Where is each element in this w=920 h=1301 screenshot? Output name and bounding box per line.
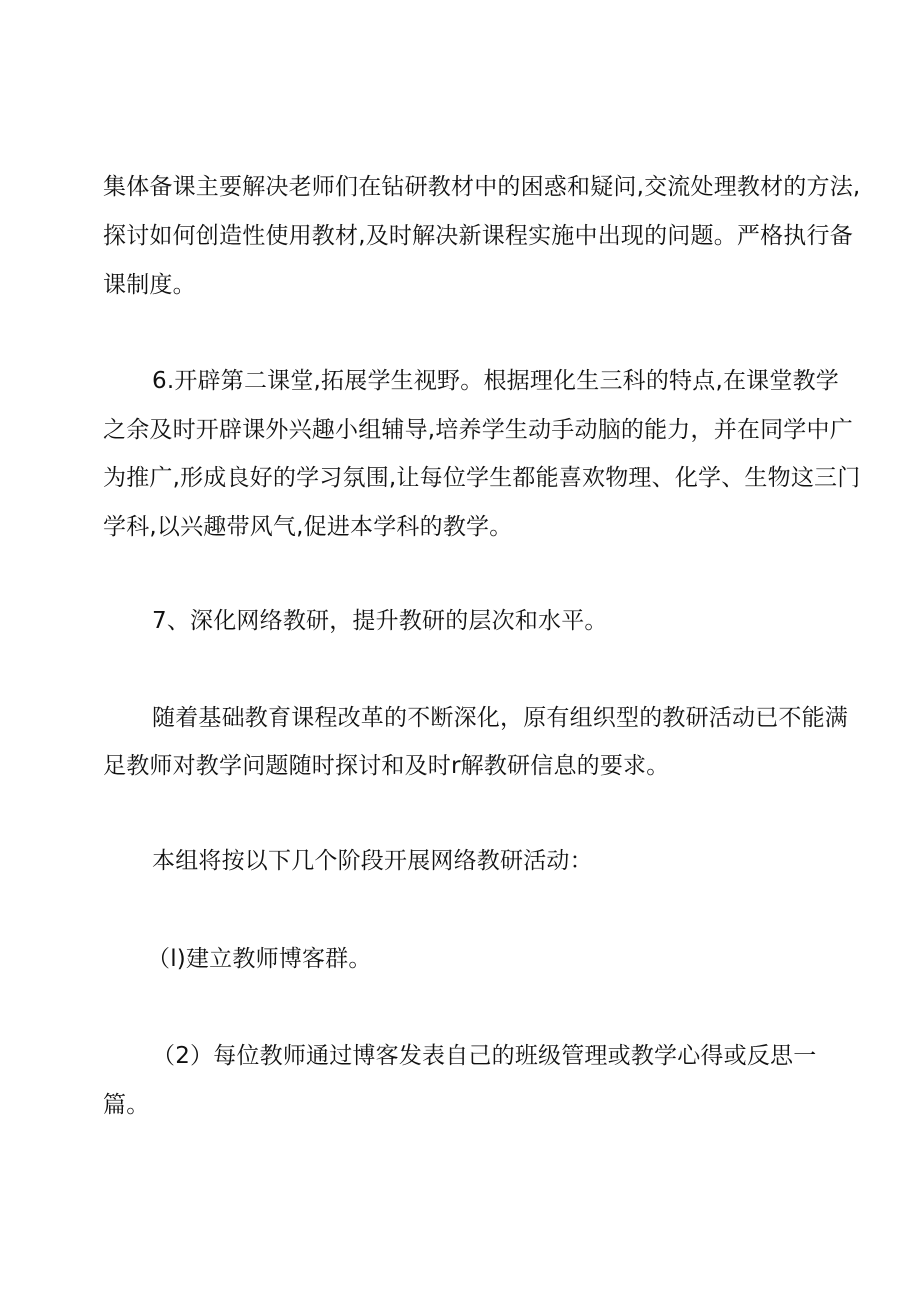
paragraph-2-line-4: 学科,以兴趣带风气,促进本学科的教学。 [103,514,513,540]
paragraph-2-line-2: 之余及时开辟课外兴趣小组辅导,培养学生动手动脑的能力，并在同学中广 [103,417,853,443]
paragraph-4: 本组将按以下几个阶段开展网络教研活动： [152,848,593,874]
paragraph-3-line-1: 随着基础教育课程改革的不断深化，原有组织型的教研活动已不能满 [152,705,848,731]
paragraph-2-line-1: 6.开辟第二课堂,拓展学生视野。根据理化生三科的特点,在课堂教学 [152,368,839,394]
paragraph-2-line-3: 为推广,形成良好的学习氛围,让每位学生都能喜欢物理、化学、生物这三门 [103,465,861,491]
paragraph-1-line-3: 课制度。 [103,272,196,298]
list-item-2-line-1: （2）每位教师通过博客发表自己的班级管理或教学心得或反思一 [152,1043,817,1069]
list-item-1: （l)建立教师博客群。 [147,946,372,972]
section-heading-7: 7、深化网络教研，提升教研的层次和水平。 [152,608,608,634]
paragraph-1-line-2: 探讨如何创造性使用教材,及时解决新课程实施中出现的问题。严格执行备 [103,223,853,249]
list-item-2-line-2: 篇。 [103,1092,150,1118]
paragraph-1-line-1: 集体备课主要解决老师们在钻研教材中的困惑和疑问,交流处理教材的方法, [103,174,861,200]
paragraph-3-line-2: 足教师对教学问题随时探讨和及时r解教研信息的要求。 [103,753,670,779]
